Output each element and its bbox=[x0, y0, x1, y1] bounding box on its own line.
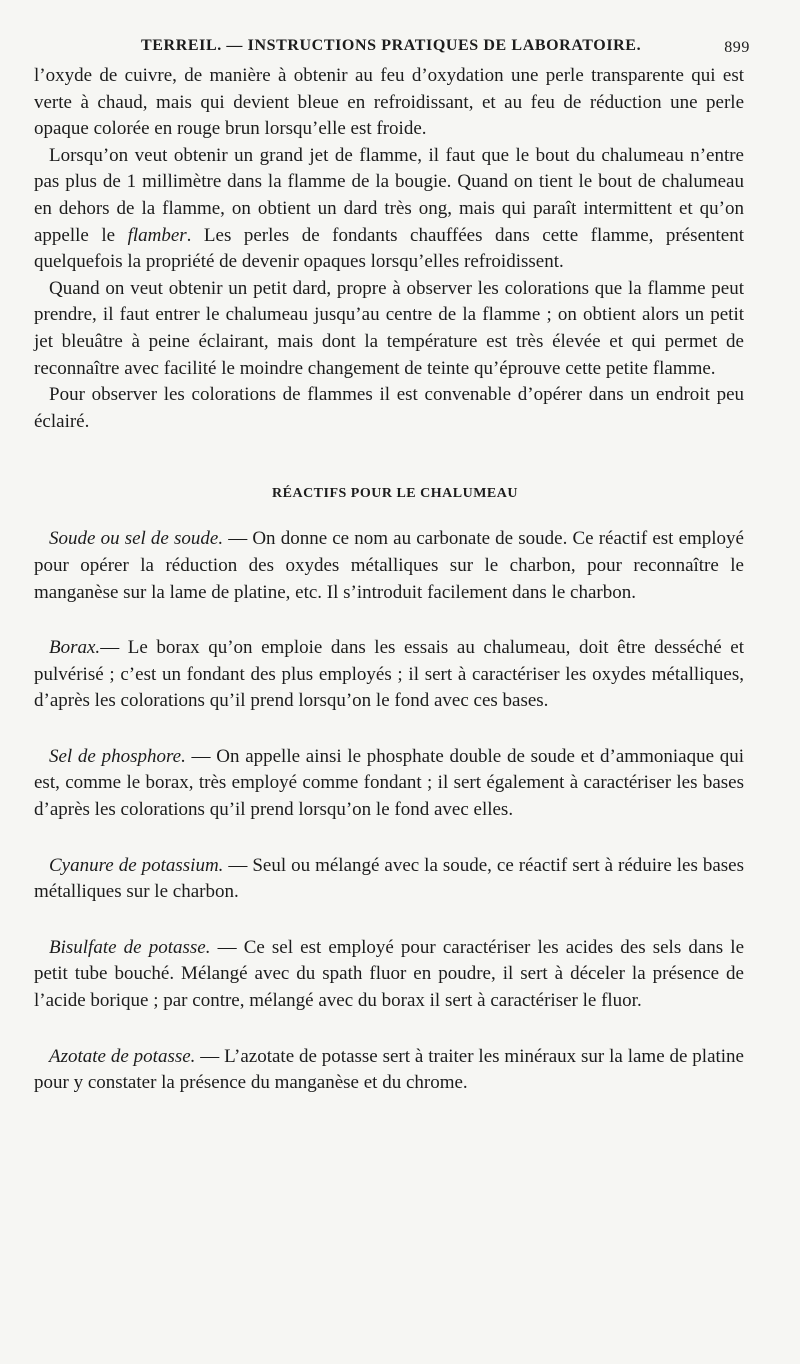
reagent-entry bbox=[34, 1044, 744, 1097]
paragraph: l’oxyde de cuivre, de manière à obtenir au feu d’oxydation une perle transparente qui est verte à chaud, mais qui devient bleue en refroidissant, et au feu de réduction une perle opaque colorée en rouge brun lorsqu’elle est froide. bbox=[34, 65, 744, 140]
paragraph-text: Lorsqu’on veut obtenir un grand jet de flamme, il faut que le bout du chalumeau n’entre pas plus de 1 millimètre dans la flamme de la bougie. Quand on tient le bout de chalumeau en dehors de la flamme, on obtient un dard très ong, mais qui paraît intermittent et qu’on appelle le bbox=[34, 144, 744, 246]
reagent-entry bbox=[34, 744, 744, 824]
reagent-description: — Seul ou mélangé avec la soude, ce réactif sert à réduire les bases métalliques sur le charbon. bbox=[34, 854, 744, 903]
paragraph-text: . Les perles de fondants chauffées dans cette flamme, présentent quelquefois la propriété de devenir opaques lorsqu’elles refroidissent. bbox=[34, 224, 744, 273]
reagent-entry bbox=[34, 635, 744, 715]
paragraph: Pour observer les colorations de flammes il est convenable d’opérer dans un endroit peu éclairé. bbox=[34, 384, 744, 432]
paragraph: Quand on veut obtenir un petit dard, propre à observer les colorations que la flamme peut prendre, il faut entrer le chalumeau jusqu’au centre de la flamme ; on obtient alors un petit jet bleuâtre à peine éclairant, mais dont la température est très élevée et qui permet de reconnaître avec facilité le moindre changement de teinte qu’éprouve cette petite flamme. bbox=[34, 277, 744, 379]
reagent-name: Sel de phosphore. bbox=[49, 745, 186, 767]
emphasized-term: flamber bbox=[127, 224, 187, 246]
reagent-name: Azotate de potasse. bbox=[49, 1045, 196, 1067]
reagent-name: Soude ou sel de soude. bbox=[49, 528, 224, 550]
reagent-name: Borax. bbox=[49, 637, 101, 659]
reagent-name: Cyanure de potassium. bbox=[49, 854, 224, 876]
page-number: 899 bbox=[724, 39, 750, 56]
running-title: TERREIL. — INSTRUCTIONS PRATIQUES DE LABORATOIRE. bbox=[141, 37, 642, 54]
reagent-entry bbox=[34, 853, 744, 906]
running-header bbox=[34, 33, 750, 63]
reagent-description: — On donne ce nom au carbonate de soude. Ce réactif est employé pour opérer la réduction des oxydes métalliques sur le charbon, pour reconnaître le manganèse sur la lame de platine, etc. Il s’introduit facilement dans le charbon. bbox=[34, 528, 744, 603]
reagent-description: — L’azotate de potasse sert à traiter les minéraux sur la lame de platine pour y constater la présence du manganèse et du chrome. bbox=[34, 1045, 744, 1094]
reagent-name: Bisulfate de potasse. bbox=[49, 936, 211, 958]
reagent-description: — Ce sel est employé pour caractériser les acides des sels dans le petit tube bouché. Mélangé avec du spath fluor en poudre, il sert à déceler la présence de l’acide borique ; par contre, mélangé avec du borax il sert à caractériser le fluor. bbox=[34, 936, 745, 1012]
section-heading: RÉACTIFS POUR LE CHALUMEAU bbox=[272, 486, 518, 502]
body-text bbox=[34, 63, 744, 1097]
reagent-description: — On appelle ainsi le phosphate double de soude et d’ammoniaque qui est, comme le borax, très employé comme fondant ; il sert également à caractériser les bases d’après les colorations qu’il prend lorsqu’on le fond avec elles. bbox=[34, 745, 745, 821]
reagent-entry bbox=[34, 935, 744, 1015]
reagent-entry bbox=[34, 526, 744, 606]
reagent-description: — Le borax qu’on emploie dans les essais au chalumeau, doit être desséché et pulvérisé ; c’est un fondant des plus employés ; il sert à caractériser les oxydes métalliques, d’après les colorations qu’il prend lorsqu’on le fond avec ces bases. bbox=[34, 637, 744, 712]
paragraph bbox=[34, 143, 744, 276]
